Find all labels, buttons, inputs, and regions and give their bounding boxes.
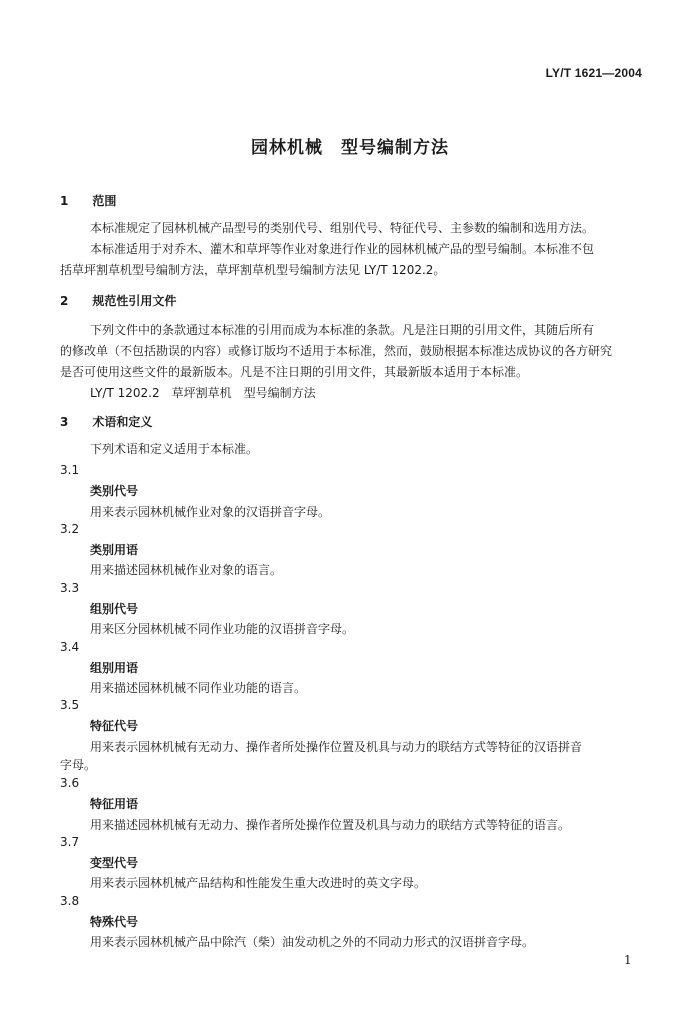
section-number: 2 bbox=[60, 294, 69, 308]
paragraph: 本标准规定了园林机械产品型号的类别代号、组别代号、特征代号、主参数的编制和选用方法。 bbox=[90, 221, 595, 235]
standard-code: LY/T 1621—2004 bbox=[545, 66, 642, 80]
paragraph-line: 本标准适用于对乔木、灌木和草坪等作业对象进行作业的园林机械产品的型号编制。本标准不包 bbox=[90, 242, 595, 256]
term-name: 类别用语 bbox=[90, 543, 139, 557]
term-definition: 用来表示园林机械作业对象的汉语拼音字母。 bbox=[90, 505, 331, 519]
term-definition: 用来区分园林机械不同作业功能的汉语拼音字母。 bbox=[90, 622, 355, 636]
section-3-heading bbox=[60, 413, 152, 430]
section-number: 1 bbox=[60, 194, 69, 208]
section-title: 术语和定义 bbox=[92, 415, 153, 429]
term-definition: 用来表示园林机械产品中除汽（柴）油发动机之外的不同动力形式的汉语拼音字母。 bbox=[90, 935, 535, 949]
normative-reference: LY/T 1202.2 草坪割草机 型号编制方法 bbox=[90, 386, 316, 400]
term-definition-line: 字母。 bbox=[60, 758, 97, 772]
term-number: 3.5 bbox=[60, 698, 80, 712]
document-title: 园林机械 型号编制方法 bbox=[251, 138, 449, 158]
term-name: 组别用语 bbox=[90, 661, 139, 675]
term-number: 3.3 bbox=[60, 581, 80, 595]
term-number: 3.2 bbox=[60, 522, 80, 536]
term-definition: 用来描述园林机械不同作业功能的语言。 bbox=[90, 681, 307, 695]
term-name: 类别代号 bbox=[90, 484, 139, 498]
term-name: 特征代号 bbox=[90, 719, 139, 733]
term-name: 变型代号 bbox=[90, 856, 139, 870]
term-number: 3.6 bbox=[60, 776, 80, 790]
term-number: 3.8 bbox=[60, 894, 80, 908]
paragraph-line: 是否可使用这些文件的最新版本。凡是不注日期的引用文件，其最新版本适用于本标准。 bbox=[60, 365, 529, 379]
term-definition: 用来表示园林机械产品结构和性能发生重大改进时的英文字母。 bbox=[90, 876, 427, 890]
section-title: 范围 bbox=[92, 194, 117, 208]
term-definition: 用来描述园林机械作业对象的语言。 bbox=[90, 563, 283, 577]
term-number: 3.7 bbox=[60, 835, 80, 849]
term-name: 特征用语 bbox=[90, 797, 139, 811]
section-1-heading bbox=[60, 192, 116, 209]
paragraph-line: 括草坪割草机型号编制方法，草坪割草机型号编制方法见 LY/T 1202.2。 bbox=[60, 263, 446, 277]
paragraph: 下列术语和定义适用于本标准。 bbox=[90, 442, 259, 456]
section-number: 3 bbox=[60, 415, 69, 429]
term-name: 组别代号 bbox=[90, 602, 139, 616]
term-name: 特殊代号 bbox=[90, 915, 139, 929]
term-definition: 用来描述园林机械有无动力、操作者所处操作位置及机具与动力的联结方式等特征的语言。 bbox=[90, 818, 571, 832]
section-title: 规范性引用文件 bbox=[92, 294, 177, 308]
paragraph-line: 下列文件中的条款通过本标准的引用而成为本标准的条款。凡是注日期的引用文件，其随后所有 bbox=[90, 323, 595, 337]
term-number: 3.4 bbox=[60, 640, 80, 654]
page-number: 1 bbox=[624, 953, 632, 967]
section-2-heading bbox=[60, 292, 176, 309]
term-number: 3.1 bbox=[60, 463, 80, 477]
paragraph-line: 的修改单（不包括勘误的内容）或修订版均不适用于本标准，然而，鼓励根据本标准达成协议的各方研究 bbox=[60, 344, 613, 358]
term-definition-line: 用来表示园林机械有无动力、操作者所处操作位置及机具与动力的联结方式等特征的汉语拼音 bbox=[90, 740, 583, 754]
